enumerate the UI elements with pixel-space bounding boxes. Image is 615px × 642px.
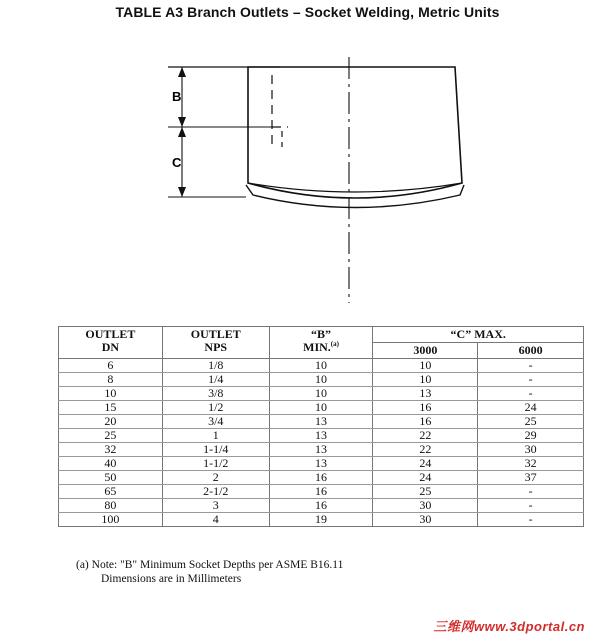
dimension-c-label: C xyxy=(172,155,182,170)
socket-welding-dimension-table xyxy=(58,326,584,527)
table-row: 65 2-1/2 16 25 - xyxy=(59,485,584,499)
table-row: 100 4 19 30 - xyxy=(59,513,584,527)
dimension-b-label: B xyxy=(172,89,182,104)
branch-outlet-drawing xyxy=(150,55,480,325)
footnote-line-2: Dimensions are in Millimeters xyxy=(101,573,242,585)
header-outlet-nps: OUTLET NPS xyxy=(162,327,269,359)
page-title: TABLE A3 Branch Outlets – Socket Welding, Metric Units xyxy=(115,4,500,20)
watermark-logo: 三维网www.3dportal.cn xyxy=(433,619,585,634)
note-reference: (a) xyxy=(330,340,339,348)
header-outlet-dn: OUTLET DN xyxy=(59,327,163,359)
table-row: 32 1-1/4 13 22 30 xyxy=(59,443,584,457)
table-row: 8 1/4 10 10 - xyxy=(59,373,584,387)
header-c-max: “C” MAX. xyxy=(373,327,584,343)
table-row: 20 3/4 13 16 25 xyxy=(59,415,584,429)
table-row: 40 1-1/2 13 24 32 xyxy=(59,457,584,471)
footnote xyxy=(76,558,343,586)
table-row: 6 1/8 10 10 - xyxy=(59,359,584,373)
socket-weld-outlet-diagram xyxy=(150,55,480,325)
table-row: 80 3 16 30 - xyxy=(59,499,584,513)
table-row: 25 1 13 22 29 xyxy=(59,429,584,443)
header-c-3000: 3000 xyxy=(373,343,478,359)
header-c-6000: 6000 xyxy=(478,343,584,359)
footnote-line-1: (a) Note: "B" Minimum Socket Depths per ASME B16.11 xyxy=(76,559,344,571)
header-b-min: “B” MIN.$^{(a)}$ xyxy=(269,327,373,359)
table-row: 15 1/2 10 16 24 xyxy=(59,401,584,415)
table-row: 50 2 16 24 37 xyxy=(59,471,584,485)
table-row: 10 3/8 10 13 - xyxy=(59,387,584,401)
